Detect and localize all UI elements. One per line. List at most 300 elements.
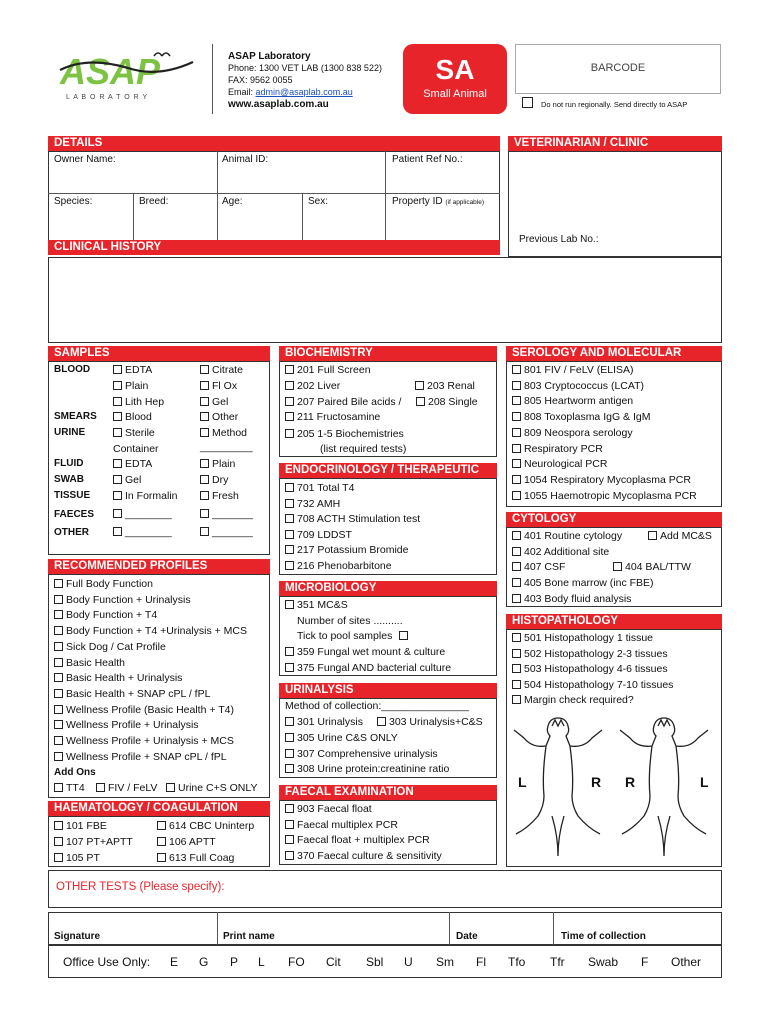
checkbox[interactable]: [285, 412, 294, 421]
checkbox[interactable]: [157, 853, 166, 862]
profiles-header: RECOMMENDED PROFILES: [48, 559, 270, 574]
histo-header: HISTOPATHOLOGY: [506, 614, 722, 629]
histo-item-label: Margin check required?: [524, 694, 634, 707]
checkbox[interactable]: [285, 600, 294, 609]
checkbox[interactable]: [285, 835, 294, 844]
sig-divider: [449, 912, 450, 945]
checkbox[interactable]: [512, 365, 521, 374]
cyto-404[interactable]: 404 BAL/TTW: [613, 561, 691, 573]
lab-email-line: [228, 87, 353, 97]
checkbox[interactable]: [416, 397, 425, 406]
endo-item-label: 709 LDDST: [297, 528, 352, 541]
sig-divider: [217, 912, 218, 945]
checkbox[interactable]: [399, 631, 408, 640]
diagram-left-l: L: [518, 774, 527, 790]
checkbox[interactable]: [285, 483, 294, 492]
office-code[interactable]: Fl: [476, 955, 486, 969]
checkbox[interactable]: [285, 429, 294, 438]
sample-other-b[interactable]: _______: [200, 526, 253, 538]
checkbox[interactable]: [54, 595, 63, 604]
checkbox[interactable]: [377, 717, 386, 726]
checkbox[interactable]: [613, 562, 622, 571]
checkbox[interactable]: [285, 647, 294, 656]
biochem-202[interactable]: 202 Liver: [285, 380, 340, 392]
checkbox[interactable]: [648, 531, 657, 540]
office-code[interactable]: Tfr: [550, 955, 565, 969]
profile-item-label: Wellness Profile (Basic Health + T4): [66, 703, 234, 716]
checkbox[interactable]: [200, 397, 209, 406]
checkbox[interactable]: [113, 459, 122, 468]
checkbox[interactable]: [113, 509, 122, 518]
details-divider: [385, 151, 386, 241]
checkbox[interactable]: [166, 783, 175, 792]
office-code[interactable]: U: [404, 955, 413, 969]
faecal-header: FAECAL EXAMINATION: [279, 785, 497, 800]
serology-item[interactable]: [512, 490, 697, 502]
histo-item[interactable]: [512, 648, 668, 660]
addon-urine-cs[interactable]: Urine C+S ONLY: [166, 782, 257, 794]
samples-header: SAMPLES: [48, 346, 270, 361]
checkbox[interactable]: [512, 664, 521, 673]
blood-label: BLOOD: [54, 364, 91, 375]
regional-checkbox[interactable]: [522, 97, 533, 108]
lab-fax: FAX: 9562 0055: [228, 75, 293, 85]
details-divider: [133, 193, 134, 241]
profile-item[interactable]: [54, 578, 153, 590]
checkbox[interactable]: [512, 633, 521, 642]
sample-fluid-edta[interactable]: EDTA: [113, 458, 152, 470]
office-use-label: Office Use Only:: [63, 955, 151, 969]
checkbox[interactable]: [54, 689, 63, 698]
histo-item-label: 503 Histopathology 4-6 tissues: [524, 663, 668, 676]
checkbox[interactable]: [54, 626, 63, 635]
biochem-205[interactable]: 205 1-5 Biochemistries: [285, 428, 404, 440]
swab-label: SWAB: [54, 474, 84, 485]
checkbox[interactable]: [512, 562, 521, 571]
biochem-header: BIOCHEMISTRY: [279, 346, 497, 361]
checkbox[interactable]: [512, 381, 521, 390]
checkbox[interactable]: [113, 491, 122, 500]
urinalysis-header: URINALYSIS: [279, 683, 497, 698]
checkbox[interactable]: [512, 578, 521, 587]
biochem-203[interactable]: 203 Renal: [415, 380, 475, 392]
regional-note-text: Do not run regionally. Send directly to ASAP: [541, 100, 688, 109]
sample-formalin[interactable]: In Formalin: [113, 490, 178, 502]
patient-ref-field[interactable]: Patient Ref No.:: [392, 154, 463, 165]
tissue-label: TISSUE: [54, 490, 91, 501]
faecal-item[interactable]: [285, 834, 430, 846]
serology-item[interactable]: [512, 395, 633, 407]
checkbox[interactable]: [512, 475, 521, 484]
biochem-208[interactable]: 208 Single: [416, 396, 478, 408]
checkbox[interactable]: [54, 821, 63, 830]
serology-header: SEROLOGY AND MOLECULAR: [506, 346, 722, 361]
office-code[interactable]: Tfo: [508, 955, 526, 969]
sample-gel[interactable]: Gel: [200, 396, 228, 408]
profile-item[interactable]: [54, 735, 234, 747]
profile-item-label: Body Function + Urinalysis: [66, 593, 191, 606]
checkbox[interactable]: [285, 749, 294, 758]
checkbox[interactable]: [285, 764, 294, 773]
urinalysis-item-label: 307 Comprehensive urinalysis: [297, 747, 438, 760]
lab-logo: [58, 46, 198, 104]
haem-107[interactable]: 107 PT+APTT: [54, 836, 133, 848]
lab-website[interactable]: www.asaplab.com.au: [228, 99, 329, 110]
endo-item[interactable]: [285, 529, 352, 541]
checkbox[interactable]: [200, 365, 209, 374]
checkbox[interactable]: [285, 717, 294, 726]
checkbox[interactable]: [54, 705, 63, 714]
urinalysis-item[interactable]: [285, 748, 438, 760]
office-code[interactable]: F: [641, 955, 649, 969]
other-label: OTHER: [54, 527, 89, 538]
sample-container: Container: [113, 443, 159, 455]
endo-item-label: 217 Potassium Bromide: [297, 544, 409, 557]
profile-item[interactable]: [54, 594, 191, 606]
header-divider: [212, 44, 213, 114]
biochem-207[interactable]: 207 Paired Bile acids /: [285, 396, 401, 408]
checkbox[interactable]: [285, 663, 294, 672]
lab-email-link[interactable]: admin@asaplab.com.au: [255, 87, 353, 97]
lab-name: ASAP Laboratory: [228, 51, 311, 62]
property-id-label: Property ID: [392, 196, 443, 207]
haem-613[interactable]: 613 Full Coag: [157, 852, 234, 864]
endo-item[interactable]: [285, 498, 340, 510]
diagram-right-r: R: [625, 774, 636, 790]
checkbox[interactable]: [54, 783, 63, 792]
profile-item[interactable]: [54, 704, 234, 716]
serology-item-label: Respiratory PCR: [524, 442, 603, 455]
signature-field[interactable]: Signature: [54, 931, 101, 942]
checkbox[interactable]: [200, 527, 209, 536]
micro-header: MICROBIOLOGY: [279, 581, 497, 596]
profile-item-label: Wellness Profile + SNAP cPL / fPL: [66, 750, 227, 763]
checkbox[interactable]: [113, 475, 122, 484]
checkbox[interactable]: [113, 365, 122, 374]
checkbox[interactable]: [113, 428, 122, 437]
checkbox[interactable]: [512, 547, 521, 556]
checkbox[interactable]: [157, 837, 166, 846]
details-divider: [217, 151, 218, 241]
sample-plain[interactable]: Plain: [113, 380, 148, 392]
checkbox[interactable]: [54, 752, 63, 761]
profile-item[interactable]: [54, 672, 182, 684]
age-field[interactable]: Age:: [222, 196, 243, 207]
checkbox[interactable]: [285, 499, 294, 508]
checkbox[interactable]: [54, 610, 63, 619]
faecal-item-label: 370 Faecal culture & sensitivity: [297, 850, 442, 863]
histo-item[interactable]: [512, 694, 634, 706]
endo-item[interactable]: [285, 513, 420, 525]
sa-badge-label: Small Animal: [423, 88, 487, 100]
micro-pool[interactable]: Tick to pool samples: [297, 630, 411, 642]
office-code[interactable]: Sm: [436, 955, 454, 969]
biochem-211[interactable]: 211 Fructosamine: [285, 411, 380, 423]
barcode-label: BARCODE: [590, 62, 646, 74]
serology-item[interactable]: [512, 443, 603, 455]
profile-item-label: Wellness Profile + Urinalysis: [66, 719, 199, 732]
time-of-collection-field[interactable]: Time of collection: [561, 931, 646, 942]
addon-tt4[interactable]: TT4: [54, 782, 85, 794]
checkbox[interactable]: [285, 804, 294, 813]
print-name-field[interactable]: Print name: [223, 931, 275, 942]
histo-item-label: 502 Histopathology 2-3 tissues: [524, 647, 668, 660]
serology-item[interactable]: [512, 474, 691, 486]
checkbox[interactable]: [285, 545, 294, 554]
checkbox[interactable]: [54, 673, 63, 682]
checkbox[interactable]: [285, 733, 294, 742]
fluid-label: FLUID: [54, 458, 84, 469]
checkbox[interactable]: [285, 820, 294, 829]
endo-item-label: 216 Phenobarbitone: [297, 560, 392, 572]
profile-item-label: Basic Health: [66, 656, 125, 669]
profile-item-label: Basic Health + Urinalysis: [66, 672, 183, 685]
histo-item[interactable]: [512, 679, 673, 691]
checkbox[interactable]: [285, 397, 294, 406]
endo-item-label: 701 Total T4: [297, 482, 355, 494]
office-code[interactable]: E: [170, 955, 179, 969]
micro-359[interactable]: 359 Fungal wet mount & culture: [285, 646, 445, 658]
owner-name-field[interactable]: Owner Name:: [54, 154, 116, 165]
urine-301[interactable]: 301 Urinalysis: [285, 716, 363, 728]
cyto-mcs[interactable]: Add MC&S: [648, 530, 712, 542]
micro-351[interactable]: 351 MC&S: [285, 599, 348, 611]
serology-item[interactable]: [512, 427, 633, 439]
checkbox[interactable]: [200, 491, 209, 500]
serology-item[interactable]: [512, 458, 607, 470]
checkbox[interactable]: [200, 475, 209, 484]
checkbox[interactable]: [200, 459, 209, 468]
sample-fl-ox[interactable]: Fl Ox: [200, 380, 237, 392]
diagram-right-l: L: [700, 774, 709, 790]
sample-faeces-a[interactable]: ________: [113, 508, 172, 520]
serology-item-label: 805 Heartworm antigen: [524, 395, 634, 408]
histo-item-label: 504 Histopathology 7-10 tissues: [524, 678, 674, 691]
add-ons-label: Add Ons: [54, 767, 96, 778]
smears-label: SMEARS: [54, 411, 97, 422]
micro-sites[interactable]: Number of sites ..........: [297, 615, 403, 627]
checkbox[interactable]: [512, 594, 521, 603]
checkbox[interactable]: [113, 412, 122, 421]
sample-fluid-plain[interactable]: Plain: [200, 458, 235, 470]
barcode-box: [515, 44, 721, 94]
checkbox[interactable]: [200, 428, 209, 437]
endo-item[interactable]: [285, 560, 392, 572]
endo-header: ENDOCRINOLOGY / THERAPEUTIC: [279, 463, 497, 478]
details-header: DETAILS: [48, 136, 500, 151]
office-code[interactable]: P: [230, 955, 239, 969]
profile-item[interactable]: [54, 657, 125, 669]
checkbox[interactable]: [512, 412, 521, 421]
addon-fiv-felv[interactable]: FIV / FeLV: [96, 782, 157, 794]
checkbox[interactable]: [512, 459, 521, 468]
endo-item-label: 708 ACTH Stimulation test: [297, 513, 421, 526]
checkbox[interactable]: [113, 381, 122, 390]
histo-item[interactable]: [512, 663, 668, 675]
checkbox[interactable]: [54, 642, 63, 651]
sig-divider: [553, 912, 554, 945]
endo-item[interactable]: [285, 482, 354, 494]
checkbox[interactable]: [54, 658, 63, 667]
cytology-header: CYTOLOGY: [506, 512, 722, 527]
serology-item[interactable]: [512, 411, 650, 423]
serology-item[interactable]: [512, 380, 644, 392]
method-blank[interactable]: _________: [200, 441, 253, 453]
faecal-item[interactable]: [285, 819, 398, 831]
checkbox[interactable]: [285, 561, 294, 570]
sample-method[interactable]: Method: [200, 427, 247, 439]
urine-303[interactable]: 303 Urinalysis+C&S: [377, 716, 483, 728]
checkbox[interactable]: [113, 397, 122, 406]
sample-other-a[interactable]: ________: [113, 526, 172, 538]
checkbox[interactable]: [512, 491, 521, 500]
breed-field[interactable]: Breed:: [139, 196, 169, 207]
cyto-403[interactable]: 403 Body fluid analysis: [512, 593, 631, 605]
serology-item[interactable]: [512, 364, 634, 376]
biochem-205-note: (list required tests): [320, 443, 407, 455]
faecal-item[interactable]: [285, 850, 442, 862]
cyto-401[interactable]: 401 Routine cytology: [512, 530, 622, 542]
urine-method[interactable]: Method of collection:_______________: [285, 700, 469, 712]
profile-item-label: Full Body Function: [66, 578, 153, 590]
office-code[interactable]: G: [199, 955, 209, 969]
property-id-field[interactable]: [392, 196, 484, 207]
endo-item[interactable]: [285, 544, 408, 556]
cyto-402[interactable]: 402 Additional site: [512, 546, 609, 558]
checkbox[interactable]: [200, 381, 209, 390]
profile-item[interactable]: [54, 609, 157, 621]
profiles-box: [48, 574, 270, 798]
checkbox[interactable]: [512, 396, 521, 405]
checkbox[interactable]: [54, 853, 63, 862]
profile-item[interactable]: [54, 625, 247, 637]
office-code[interactable]: Cit: [326, 955, 341, 969]
haem-106[interactable]: 106 APTT: [157, 836, 216, 848]
serology-item-label: 801 FIV / FeLV (ELISA): [524, 364, 634, 376]
sample-lith-hep[interactable]: Lith Hep: [113, 396, 164, 408]
svg-text:ASAP: ASAP: [60, 51, 161, 92]
faecal-item-label: Faecal multiplex PCR: [297, 818, 398, 831]
office-code[interactable]: Other: [671, 955, 702, 969]
checkbox[interactable]: [54, 579, 63, 588]
details-divider: [48, 193, 500, 194]
sample-edta[interactable]: EDTA: [113, 364, 152, 376]
faecal-item[interactable]: [285, 803, 372, 815]
office-code[interactable]: Sbl: [366, 955, 384, 969]
office-code[interactable]: FO: [288, 955, 305, 969]
diagram-left-r: R: [591, 774, 602, 790]
sample-faeces-b[interactable]: _______: [200, 508, 253, 520]
endo-item-label: 732 AMH: [297, 497, 341, 510]
haem-101[interactable]: 101 FBE: [54, 820, 107, 832]
sex-field[interactable]: Sex:: [308, 196, 329, 207]
office-code[interactable]: L: [258, 955, 265, 969]
checkbox[interactable]: [512, 680, 521, 689]
serology-item-label: 808 Toxoplasma IgG & IgM: [524, 411, 651, 424]
sample-sterile[interactable]: Sterile: [113, 427, 155, 439]
checkbox[interactable]: [54, 837, 63, 846]
sample-fresh[interactable]: Fresh: [200, 490, 239, 502]
regional-note: [522, 97, 687, 109]
cyto-405[interactable]: 405 Bone marrow (inc FBE): [512, 577, 654, 589]
profile-item[interactable]: [54, 751, 227, 763]
checkbox[interactable]: [54, 720, 63, 729]
serology-item-label: 809 Neospora serology: [524, 426, 633, 439]
checkbox[interactable]: [285, 381, 294, 390]
sa-badge-code: SA: [435, 54, 475, 85]
profile-item-label: Basic Health + SNAP cPL / fPL: [66, 687, 211, 700]
haem-105[interactable]: 105 PT: [54, 852, 100, 864]
species-field[interactable]: Species:: [54, 196, 93, 207]
details-divider: [302, 193, 303, 241]
property-id-note: (if applicable): [445, 199, 485, 206]
faeces-label: FAECES: [54, 509, 95, 520]
sample-other[interactable]: Other: [200, 411, 238, 423]
profile-item[interactable]: [54, 688, 210, 700]
checkbox[interactable]: [96, 783, 105, 792]
checkbox[interactable]: [512, 428, 521, 437]
sample-blood-smear[interactable]: Blood: [113, 411, 152, 423]
animal-id-field[interactable]: Animal ID:: [222, 154, 269, 165]
clinical-history-box[interactable]: [48, 257, 722, 343]
serology-item-label: 803 Cryptococcus (LCAT): [524, 379, 645, 392]
urinalysis-item[interactable]: [285, 732, 398, 744]
histo-item-label: 501 Histopathology 1 tissue: [524, 632, 653, 644]
haem-header: HAEMATOLOGY / COAGULATION: [48, 801, 270, 816]
checkbox[interactable]: [285, 365, 294, 374]
checkbox[interactable]: [285, 514, 294, 523]
sample-swab-dry[interactable]: Dry: [200, 474, 228, 486]
urinalysis-item-label: 305 Urine C&S ONLY: [297, 732, 398, 744]
vet-header: VETERINARIAN / CLINIC: [508, 136, 722, 151]
date-field[interactable]: Date: [456, 931, 478, 942]
sa-badge: [403, 44, 507, 114]
checkbox[interactable]: [200, 412, 209, 421]
urinalysis-item-label: 308 Urine protein:creatinine ratio: [297, 763, 450, 776]
sample-citrate[interactable]: Citrate: [200, 364, 243, 376]
urine-label: URINE: [54, 427, 86, 438]
profile-item-label: Body Function + T4 +Urinalysis + MCS: [66, 625, 248, 638]
micro-375[interactable]: 375 Fungal AND bacterial culture: [285, 662, 451, 674]
profile-item[interactable]: [54, 641, 166, 653]
checkbox[interactable]: [512, 531, 521, 540]
office-code[interactable]: Swab: [588, 955, 619, 969]
checkbox[interactable]: [512, 649, 521, 658]
cyto-407[interactable]: 407 CSF: [512, 561, 565, 573]
histo-item[interactable]: [512, 632, 653, 644]
checkbox[interactable]: [512, 695, 521, 704]
haem-614[interactable]: 614 CBC Uninterp: [157, 820, 254, 832]
urinalysis-item[interactable]: [285, 763, 449, 775]
checkbox[interactable]: [415, 381, 424, 390]
checkbox[interactable]: [113, 527, 122, 536]
previous-lab-field[interactable]: Previous Lab No.:: [519, 234, 599, 245]
serology-item-label: Neurological PCR: [524, 458, 608, 471]
checkbox[interactable]: [285, 530, 294, 539]
lab-phone: Phone: 1300 VET LAB (1300 838 522): [228, 63, 382, 73]
sample-swab-gel[interactable]: Gel: [113, 474, 141, 486]
checkbox[interactable]: [512, 444, 521, 453]
profile-item[interactable]: [54, 719, 199, 731]
checkbox[interactable]: [285, 851, 294, 860]
clinical-history-header: CLINICAL HISTORY: [48, 240, 500, 255]
profile-item-label: Body Function + T4: [66, 609, 158, 622]
checkbox[interactable]: [200, 509, 209, 518]
checkbox[interactable]: [157, 821, 166, 830]
biochem-201[interactable]: 201 Full Screen: [285, 364, 371, 376]
faecal-item-label: Faecal float + multiplex PCR: [297, 834, 430, 847]
checkbox[interactable]: [54, 736, 63, 745]
